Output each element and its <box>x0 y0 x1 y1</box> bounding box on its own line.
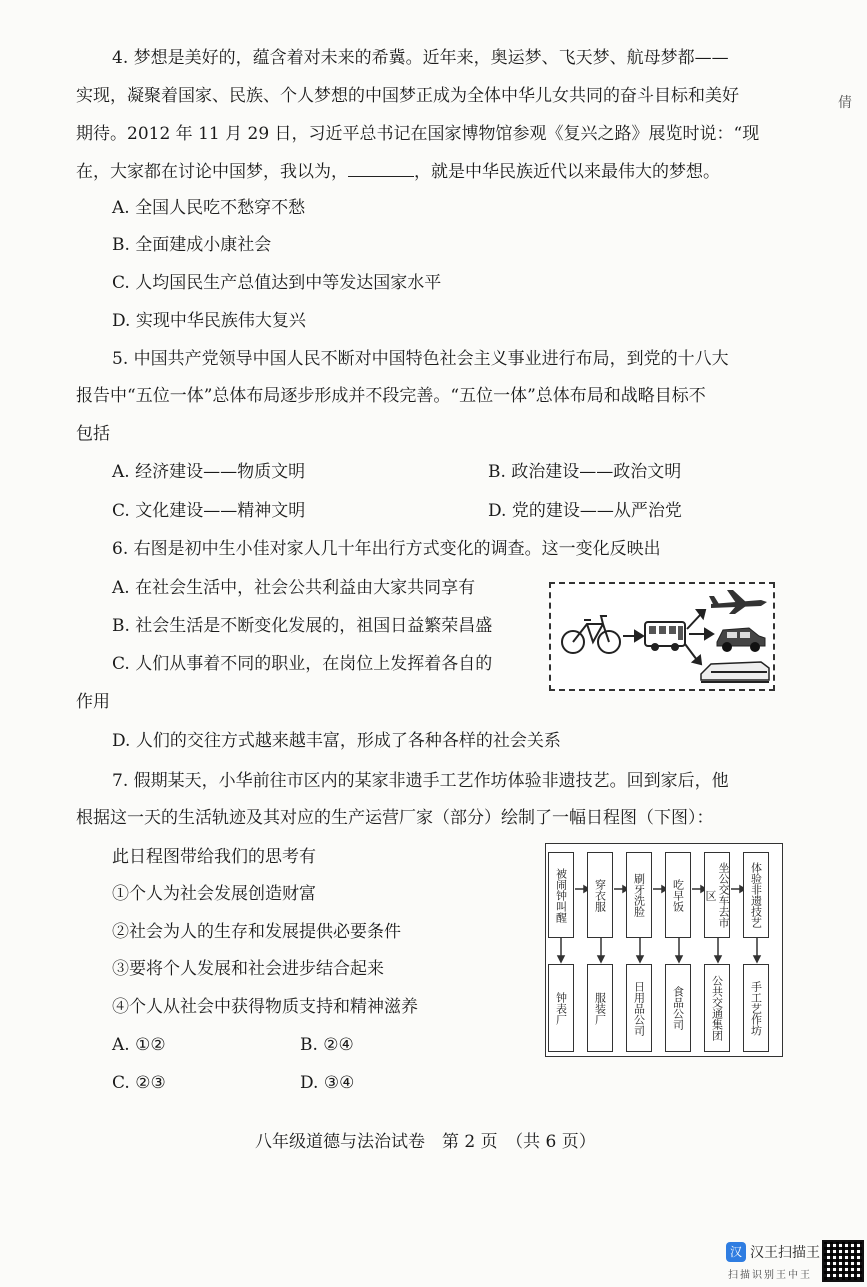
q4-option-d: D. 实现中华民族伟大复兴 <box>112 311 306 331</box>
watermark-subtitle: 扫描识别王中王 <box>728 1270 812 1281</box>
q6-stem: 6. 右图是初中生小佳对家人几十年出行方式变化的调查。这一变化反映出 <box>112 539 661 559</box>
q7-option-b: B. ②④ <box>300 1035 354 1055</box>
q4-line-2: 实现，凝聚着国家、民族、个人梦想的中国梦正成为全体中华儿女共同的奋斗目标和美好 <box>76 86 739 106</box>
q5-line-3: 包括 <box>76 424 110 444</box>
q5-line-2: 报告中“五位一体”总体布局逐步形成并不段完善。“五位一体”总体布局和战略目标不 <box>76 386 706 406</box>
q7-option-c: C. ②③ <box>112 1073 166 1093</box>
schedule-producer-5: 公共交通集团 <box>704 964 730 1052</box>
q7-line-2: 根据这一天的生活轨迹及其对应的生产运营厂家（部分）绘制了一幅日程图（下图）： <box>76 808 714 828</box>
q6-option-c: C. 人们从事着不同的职业，在岗位上发挥着各自的 <box>112 654 493 674</box>
schedule-diagram <box>545 843 783 1057</box>
schedule-step-1: 被闹钟叫醒 <box>548 852 574 938</box>
scanner-logo-icon: 汉 <box>726 1242 746 1262</box>
q7-option-d: D. ③④ <box>300 1073 355 1093</box>
answer-blank <box>348 160 414 177</box>
schedule-producer-4: 食品公司 <box>665 964 691 1052</box>
q4-line-4-before: 在，大家都在讨论中国梦，我以为， <box>76 162 348 182</box>
q5-option-a: A. 经济建设——物质文明 <box>112 462 306 482</box>
q4-line-4-after: ，就是中华民族近代以来最伟大的梦想。 <box>414 162 720 182</box>
arrow-icon <box>623 631 643 641</box>
q7-line-1: 7. 假期某天，小华前往市区内的某家非遗手工艺作坊体验非遗技艺。回到家后，他 <box>112 771 729 791</box>
schedule-producer-1: 钟表厂 <box>548 964 574 1052</box>
q6-option-c-cont: 作用 <box>76 692 110 712</box>
q7-item-3: ③要将个人发展和社会进步结合起来 <box>112 959 384 979</box>
bicycle-icon <box>562 616 620 653</box>
q4-line-1: 4. 梦想是美好的，蕴含着对未来的希冀。近年来，奥运梦、飞天梦、航母梦都—— <box>112 48 729 68</box>
q5-line-1: 5. 中国共产党领导中国人民不断对中国特色社会主义事业进行布局，到党的十八大 <box>112 349 729 369</box>
q7-option-a: A. ①② <box>112 1035 166 1055</box>
train-icon <box>701 662 769 682</box>
bus-icon <box>645 622 685 651</box>
schedule-producer-6: 手工艺作坊 <box>743 964 769 1052</box>
q4-line-4 <box>76 160 720 184</box>
schedule-producer-3: 日用品公司 <box>626 964 652 1052</box>
transport-figure <box>549 582 775 691</box>
schedule-producer-2: 服装厂 <box>587 964 613 1052</box>
q4-line-3: 期待。2012 年 11 月 29 日，习近平总书记在国家博物馆参观《复兴之路》展览时说：“现 <box>76 124 760 144</box>
airplane-icon <box>709 590 767 614</box>
edge-character: 倩 <box>838 95 852 111</box>
q6-option-d: D. 人们的交往方式越来越丰富，形成了各种各样的社会关系 <box>112 731 561 751</box>
q7-item-1: ①个人为社会发展创造财富 <box>112 884 316 904</box>
q7-prompt: 此日程图带给我们的思考有 <box>112 847 316 867</box>
q7-item-4: ④个人从社会中获得物质支持和精神滋养 <box>112 997 418 1017</box>
q6-option-b: B. 社会生活是不断变化发展的，祖国日益繁荣昌盛 <box>112 616 493 636</box>
schedule-step-6: 体验非遗技艺 <box>743 852 769 938</box>
q4-option-a: A. 全国人民吃不愁穿不愁 <box>112 198 306 218</box>
watermark-title: 汉王扫描王 <box>750 1245 820 1261</box>
q7-item-2: ②社会为人的生存和发展提供必要条件 <box>112 922 401 942</box>
q5-option-c: C. 文化建设——精神文明 <box>112 501 306 521</box>
q5-option-d: D. 党的建设——从严治党 <box>488 501 682 521</box>
schedule-step-2: 穿衣服 <box>587 852 613 938</box>
schedule-step-5: 坐公交车去市区 <box>704 852 730 938</box>
schedule-step-3: 刷牙洗脸 <box>626 852 652 938</box>
schedule-step-4: 吃早饭 <box>665 852 691 938</box>
page-footer: 八年级道德与法治试卷 第 2 页 （共 6 页） <box>255 1132 596 1152</box>
qr-code-icon <box>822 1240 864 1282</box>
car-icon <box>717 628 765 652</box>
branch-arrows <box>685 610 713 664</box>
transport-illustration <box>551 584 773 689</box>
q4-option-b: B. 全面建成小康社会 <box>112 235 272 255</box>
q4-option-c: C. 人均国民生产总值达到中等发达国家水平 <box>112 273 442 293</box>
q6-option-a: A. 在社会生活中，社会公共利益由大家共同享有 <box>112 578 476 598</box>
q5-option-b: B. 政治建设——政治文明 <box>488 462 682 482</box>
